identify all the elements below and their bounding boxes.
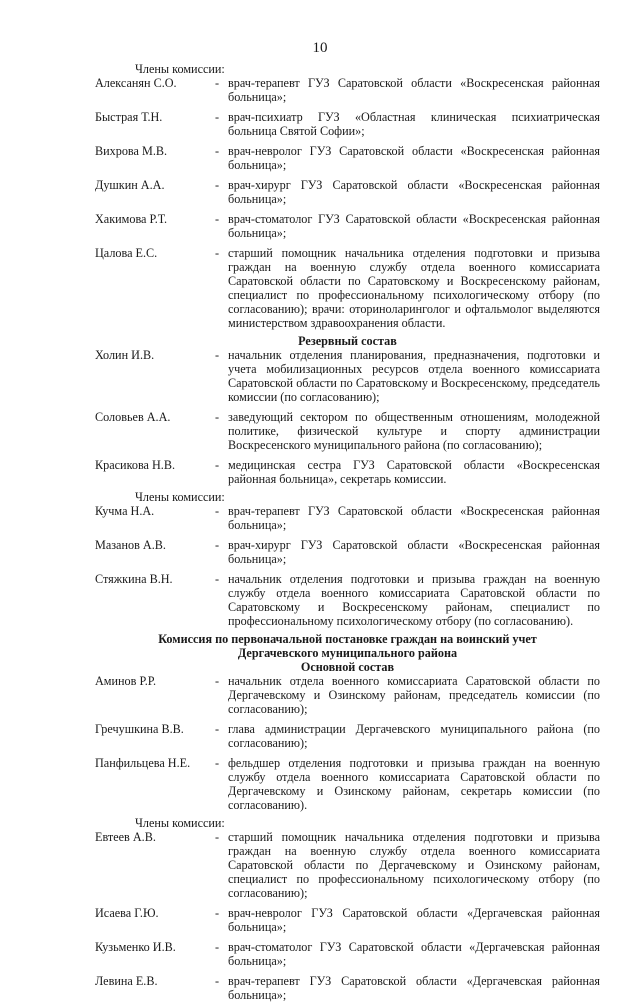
member-description: врач-стоматолог ГУЗ Саратовской области «Дергачевская районная больница»; (228, 940, 600, 968)
member-name: Цалова Е.С. (95, 246, 158, 260)
dash-separator: - (215, 110, 220, 124)
dash-separator: - (215, 212, 220, 226)
member-name: Кузьменко И.В. (95, 940, 176, 954)
member-description: врач-хирург ГУЗ Саратовской области «Воскресенская районная больница»; (228, 538, 600, 566)
member-entry (95, 348, 600, 404)
dash-separator: - (215, 722, 220, 736)
member-description: врач-психиатр ГУЗ «Областная клиническая психиатрическая больница Святой Софии»; (228, 110, 600, 138)
dash-separator: - (215, 76, 220, 90)
dash-separator: - (215, 348, 220, 362)
member-entry (95, 504, 600, 532)
member-description: врач-невролог ГУЗ Саратовской области «Дергачевская районная больница»; (228, 906, 600, 934)
member-name: Быстрая Т.Н. (95, 110, 163, 124)
member-entry (95, 974, 600, 1002)
member-entry (95, 458, 600, 486)
dash-separator: - (215, 830, 220, 844)
member-description: врач-терапевт ГУЗ Саратовской области «Воскресенская районная больница»; (228, 76, 600, 104)
member-entry (95, 830, 600, 900)
member-entry (95, 722, 600, 750)
member-name: Мазанов А.В. (95, 538, 166, 552)
member-description: заведующий сектором по общественным отношениям, молодежной политике, физической культуре и спорту администрации Воскресенского муниципального района (по согласованию); (228, 410, 600, 452)
member-description: фельдшер отделения подготовки и призыва граждан на военную службу отдела военного комиссариата Саратовской области по Дергачевскому и Озинскому районам, секретарь комиссии (по согласованию). (228, 756, 600, 812)
member-description: начальник отдела военного комиссариата Саратовской области по Дергачевскому и Озинскому районам, председатель комиссии (по согласованию); (228, 674, 600, 716)
document-body (95, 62, 600, 1002)
dash-separator: - (215, 246, 220, 260)
dash-separator: - (215, 504, 220, 518)
dash-separator: - (215, 538, 220, 552)
member-name: Исаева Г.Ю. (95, 906, 159, 920)
member-entry (95, 246, 600, 330)
member-name: Вихрова М.В. (95, 144, 168, 158)
members-label: Члены комиссии: (135, 62, 225, 76)
dash-separator: - (215, 906, 220, 920)
member-name: Кучма Н.А. (95, 504, 155, 518)
member-description: врач-хирург ГУЗ Саратовской области «Воскресенская районная больница»; (228, 178, 600, 206)
member-entry (95, 572, 600, 628)
dash-separator: - (215, 572, 220, 586)
section-heading: Резервный состав (298, 334, 397, 348)
member-name: Алексанян С.О. (95, 76, 177, 90)
member-name: Душкин А.А. (95, 178, 165, 192)
member-description: начальник отделения планирования, предназначения, подготовки и учета мобилизационных ресурсов отдела военного комиссариата Саратовской области по Саратовскому и Воскресенскому, председатель комиссии (по согласованию); (228, 348, 600, 404)
member-description: начальник отделения подготовки и призыва граждан на военную службу отдела военного комиссариата Саратовской области по Саратовскому и Воскресенскому районам, специалист по профессиональному психологическому отбору (по согласованию). (228, 572, 600, 628)
member-description: врач-терапевт ГУЗ Саратовской области «Дергачевская районная больница»; (228, 974, 600, 1002)
dash-separator: - (215, 178, 220, 192)
member-entry (95, 674, 600, 716)
member-description: врач-стоматолог ГУЗ Саратовской области «Воскресенская районная больница»; (228, 212, 600, 240)
dash-separator: - (215, 144, 220, 158)
member-description: старший помощник начальника отделения подготовки и призыва граждан на военную службу отдела военного комиссариата Саратовской области по Дергачевскому и Озинскому районам, специалист по профессиональному психологическому отбору (по согласованию); (228, 830, 600, 900)
member-description: врач-терапевт ГУЗ Саратовской области «Воскресенская районная больница»; (228, 504, 600, 532)
members-label: Члены комиссии: (135, 490, 225, 504)
page-number: 10 (312, 40, 328, 56)
member-name: Соловьев А.А. (95, 410, 171, 424)
member-entry (95, 178, 600, 206)
member-name: Гречушкина В.В. (95, 722, 184, 736)
section-heading: Дергачевского муниципального района (237, 646, 458, 660)
member-name: Красикова Н.В. (95, 458, 176, 472)
member-entry (95, 538, 600, 566)
member-description: старший помощник начальника отделения подготовки и призыва граждан на военную службу отдела военного комиссариата Саратовской области по Саратовскому и Воскресенскому районам, специалист по профессиональному психологическому отбору (по согласованию); врачи: оториноларинголог и офтальмолог выделяются министерством здравоохранения области. (228, 246, 600, 330)
member-name: Стяжкина В.Н. (95, 572, 173, 586)
dash-separator: - (215, 756, 220, 770)
member-entry (95, 906, 600, 934)
member-entry (95, 212, 600, 240)
section-heading: Комиссия по первоначальной постановке граждан на воинский учет (158, 632, 537, 646)
member-description: врач-невролог ГУЗ Саратовской области «Воскресенская районная больница»; (228, 144, 600, 172)
member-name: Хакимова Р.Т. (95, 212, 168, 226)
member-entry (95, 756, 600, 812)
member-name: Левина Е.В. (95, 974, 158, 988)
member-name: Холин И.В. (95, 348, 155, 362)
member-description: глава администрации Дергачевского муниципального района (по согласованию); (228, 722, 600, 750)
dash-separator: - (215, 940, 220, 954)
member-name: Панфильцева Н.Е. (95, 756, 191, 770)
member-name: Аминов Р.Р. (95, 674, 157, 688)
member-entry (95, 144, 600, 172)
dash-separator: - (215, 458, 220, 472)
section-heading: Основной состав (300, 660, 395, 674)
dash-separator: - (215, 974, 220, 988)
member-name: Евтеев А.В. (95, 830, 156, 844)
member-entry (95, 410, 600, 452)
member-description: медицинская сестра ГУЗ Саратовской области «Воскресенская районная больница», секретарь комиссии. (228, 458, 600, 486)
member-entry (95, 110, 600, 138)
members-label: Члены комиссии: (135, 816, 225, 830)
dash-separator: - (215, 674, 220, 688)
dash-separator: - (215, 410, 220, 424)
member-entry (95, 76, 600, 104)
member-entry (95, 940, 600, 968)
